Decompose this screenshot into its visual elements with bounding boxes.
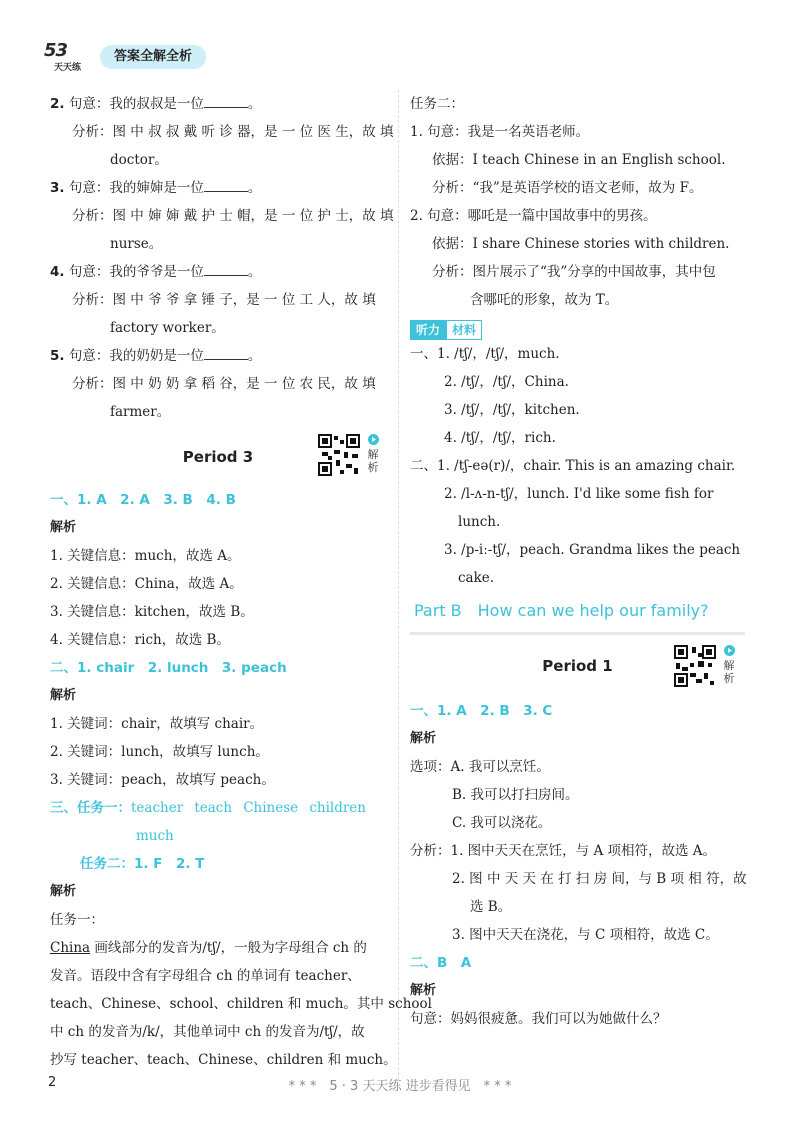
section-3-task2-answers: 任务二：1. F 2. T (80, 856, 205, 872)
q5-sentence: 5. 句意：我的奶奶是一位 。 (50, 342, 386, 370)
answer-blank (204, 261, 248, 276)
listening-line: 3. /tʃ/，/tʃ/，kitchen. (444, 402, 580, 418)
q3-analysis: 分析：图 中 婶 婶 戴 护 士 帽，是 一 位 护 士，故 填 (72, 208, 394, 224)
qr-code-icon[interactable] (674, 645, 716, 687)
p1-section-2-label: 解析 (410, 983, 437, 998)
q3-analysis-cont: nurse。 (110, 236, 163, 252)
section-3-answers (50, 794, 386, 822)
answer-word: teach (194, 800, 233, 816)
section-1-answers: 一、1. A 2. A 3. B 4. B (50, 492, 236, 508)
listening-line: 4. /tʃ/，/tʃ/，rich. (444, 430, 556, 446)
answer-blank (204, 345, 248, 360)
p1-section-1-answers: 一、1. A 2. B 3. C (410, 703, 553, 719)
section-2-item: 2. 关键词：lunch，故填写 lunch。 (50, 744, 269, 760)
answer-blank (204, 93, 248, 108)
q4-analysis-cont: factory worker。 (110, 320, 225, 336)
option-line: 选项：A. 我可以烹饪。 (410, 759, 550, 775)
analysis-line: 选 B。 (470, 899, 512, 915)
q2-sentence: 2. 句意：我的叔叔是一位 。 (50, 90, 386, 118)
section-3-label: 解析 (50, 884, 77, 899)
play-circle-icon (724, 645, 735, 656)
right-column (410, 90, 745, 1033)
qr-side-label: 解析 (367, 448, 379, 474)
section-2-item: 1. 关键词：chair，故填写 chair。 (50, 716, 264, 732)
section-1-item: 1. 关键信息：much，故选 A。 (50, 548, 241, 564)
answer-word: Chinese (243, 800, 299, 816)
listening-material-tag: 听力 材料 (410, 320, 482, 340)
listening-line: 一、1. /tʃ/，/tʃ/，much. (410, 346, 560, 362)
answer-word: much (136, 828, 174, 844)
listening-line: 二、1. /tʃ-eə(r)/，chair. This is an amazing chair. (410, 458, 736, 474)
section-3-prefix: 三、任务一： (50, 800, 131, 816)
page-header (0, 0, 800, 78)
listening-line: 3. /p-iː-tʃ/，peach. Grandma likes the peach (444, 542, 741, 558)
q4-sentence: 4. 句意：我的爷爷是一位 。 (50, 258, 386, 286)
task1-para-line: 中 ch 的发音为/k/，其他单词中 ch 的发音为/tʃ/，故 (50, 1024, 365, 1040)
r2-basis: 依据：I share Chinese stories with children. (432, 236, 730, 252)
option-line: C. 我可以浇花。 (452, 815, 552, 831)
r2-sentence: 2. 句意：哪吒是一篇中国故事中的男孩。 (410, 208, 657, 224)
analysis-line: 分析：1. 图中天天在烹饪，与 A 项相符，故选 A。 (410, 843, 717, 859)
p1-section-2-answers: 二、B A (410, 955, 472, 971)
analysis-line: 3. 图中天天在浇花，与 C 项相符，故选 C。 (452, 927, 719, 943)
section-2-answers: 二、1. chair 2. lunch 3. peach (50, 660, 287, 676)
task1-para-line: 抄写 teacher、teach、Chinese、children 和 much。 (50, 1052, 397, 1068)
period-1-heading (410, 635, 745, 697)
q2-analysis: 分析：图 中 叔 叔 戴 听 诊 器，是 一 位 医 生，故 填 (72, 124, 394, 140)
page-footer (0, 1073, 800, 1097)
r1-sentence: 1. 句意：我是一名英语老师。 (410, 124, 590, 140)
task1-para-line: teach、Chinese、school、children 和 much。其中 school (50, 996, 432, 1012)
section-1-item: 2. 关键信息：China，故选 A。 (50, 576, 243, 592)
section-1-label: 解析 (50, 520, 77, 535)
listening-line: lunch. (458, 514, 501, 530)
listening-line: cake. (458, 570, 495, 586)
answer-blank (204, 177, 248, 192)
q2-analysis-cont: doctor。 (110, 152, 168, 168)
r2-analysis: 分析：图片展示了“我”分享的中国故事，其中包 (432, 264, 716, 280)
option-line: B. 我可以打扫房间。 (452, 787, 579, 803)
task1-para-line: 发音。语段中含有字母组合 ch 的单词有 teacher、 (50, 968, 361, 984)
qr-code-icon[interactable] (318, 434, 360, 476)
answer-word: teacher (131, 800, 184, 816)
left-column (50, 90, 432, 1074)
section-3-words (131, 794, 386, 822)
q5-analysis-cont: farmer。 (110, 404, 171, 420)
header-pill: 答案全解全析 (100, 45, 206, 69)
qr-side-label: 解析 (723, 659, 735, 685)
answer-word: children (309, 800, 366, 816)
q4-analysis: 分析：图 中 爷 爷 拿 锤 子，是 一 位 工 人，故 填 (72, 292, 376, 308)
listening-line: 2. /l-ʌ-n-tʃ/，lunch. I'd like some fish for (444, 486, 714, 502)
p1-section-2-sentence: 句意：妈妈很疲惫。我们可以为她做什么？ (410, 1011, 667, 1027)
listening-line: 2. /tʃ/，/tʃ/，China. (444, 374, 569, 390)
analysis-line: 2. 图 中 天 天 在 打 扫 房 间，与 B 项 相 符，故 (452, 871, 747, 887)
logo-main-text: 53 (44, 40, 68, 61)
q5-analysis: 分析：图 中 奶 奶 拿 稻 谷，是 一 位 农 民，故 填 (72, 376, 376, 392)
section-1-item: 3. 关键信息：kitchen，故选 B。 (50, 604, 254, 620)
period-title: Period 1 (542, 657, 613, 675)
logo-sub-text: 天天练 (54, 63, 82, 73)
p1-section-1-label: 解析 (410, 731, 437, 746)
page-number: 2 (48, 1075, 57, 1090)
q3-sentence: 3. 句意：我的婶婶是一位 。 (50, 174, 386, 202)
column-divider (398, 90, 399, 1080)
task1-para-line: China 画线部分的发音为/tʃ/，一般为字母组合 ch 的 (50, 940, 367, 956)
task1-title: 任务一： (50, 912, 104, 928)
part-b-heading: Part B How can we help our family? (410, 592, 745, 635)
section-2-item: 3. 关键词：peach，故填写 peach。 (50, 772, 275, 788)
footer-slogan: * * * 5 · 3 天天练 进步看得见 * * * (288, 1079, 512, 1094)
r1-analysis: 分析：“我”是英语学校的语文老师，故为 F。 (432, 180, 703, 196)
period-3-heading (50, 426, 386, 486)
section-1-item: 4. 关键信息：rich，故选 B。 (50, 632, 230, 648)
play-circle-icon (368, 434, 379, 445)
r1-basis: 依据：I teach Chinese in an English school. (432, 152, 726, 168)
task2-title: 任务二： (410, 96, 464, 112)
brand-logo (44, 40, 100, 74)
r2-analysis-cont: 含哪吒的形象，故为 T。 (470, 292, 619, 308)
period-title: Period 3 (182, 448, 254, 466)
section-2-label: 解析 (50, 688, 77, 703)
